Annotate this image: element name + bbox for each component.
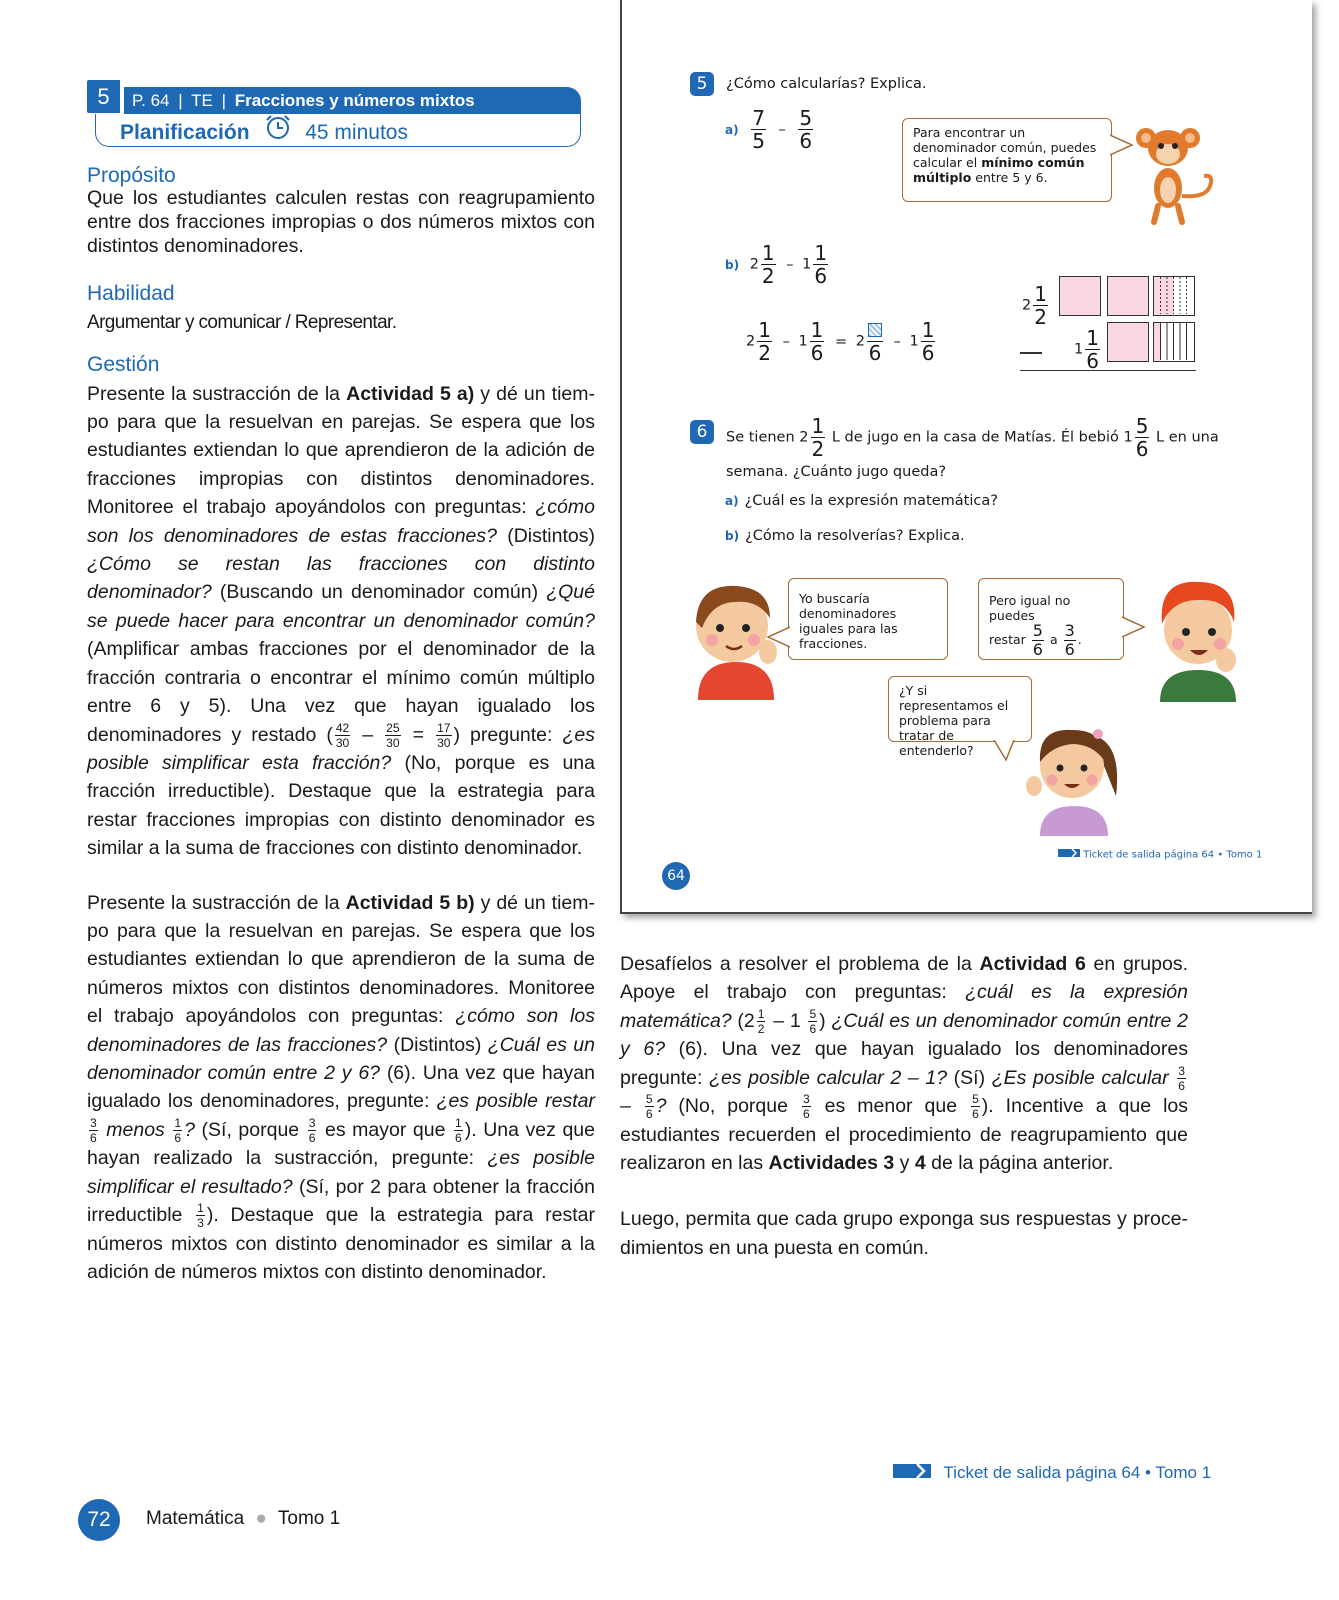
text: ) pregunte:: [453, 723, 563, 746]
activity-6-number: 6: [690, 420, 714, 444]
question: ¿Cuál es un denominador común entre 2 y 6?: [620, 1009, 1188, 1061]
operator: –: [778, 121, 786, 138]
activity-5-number: 5: [690, 72, 714, 96]
activity-6b: [725, 528, 965, 544]
whole: 2: [746, 333, 756, 350]
text: Pero igual no puedes: [989, 593, 1071, 623]
duration: 45 minutos: [305, 121, 408, 145]
whole-box: [1107, 276, 1149, 316]
fraction: $\frac{1}{6}$: [455, 1116, 462, 1146]
bubble-tail: [1122, 615, 1146, 639]
operator: –: [782, 333, 790, 350]
fraction: $\frac{3}{6}$: [802, 1092, 810, 1122]
question: ?: [655, 1095, 667, 1118]
monkey-speech-bubble: [902, 118, 1112, 202]
whole: 2: [749, 256, 759, 273]
whole: 2: [1022, 297, 1032, 314]
item-label: a): [725, 122, 739, 137]
operator: –: [893, 333, 901, 350]
activity-5-title: ¿Cómo calcularías? Explica.: [726, 76, 927, 92]
bubble-tail: [992, 740, 1016, 764]
whole: 1: [1123, 429, 1133, 446]
half-box: [1153, 276, 1195, 316]
fraction: $\frac{1}{2}$: [1034, 282, 1047, 329]
text: Presente la sustracción de la: [87, 891, 346, 914]
text: (2: [731, 1009, 755, 1032]
text: ). Incentive a que los estudiantes recuerden el procedimiento de reagrupamiento que realizaron en las: [620, 1095, 1189, 1174]
item-label: b): [725, 257, 740, 272]
text: semana. ¿Cuánto jugo queda?: [726, 464, 947, 480]
whole-box: [1059, 276, 1101, 316]
purpose-title: Propósito: [87, 164, 176, 187]
text: Desafíelos a resolver el problema de la: [620, 953, 980, 975]
fraction: $\frac{25}{30}$: [386, 720, 400, 750]
fraction: $\frac{1}{6}$: [814, 241, 828, 288]
question: ¿Es posible calcular: [991, 1066, 1176, 1089]
management-title: Gestión: [87, 353, 160, 377]
text: .: [1077, 632, 1082, 647]
question: ¿cómo son los denominadores de las fracciones?: [87, 1005, 595, 1056]
text: (6). Una vez que hayan igualado los denominadores, pregunte:: [87, 1062, 595, 1113]
fraction-blank: 6: [867, 320, 883, 363]
text: (Sí, por 2 para obtener la fracción irreductible: [87, 1175, 595, 1227]
text: L de jugo en la casa de Matías. Él bebió: [827, 429, 1124, 446]
question: ?: [184, 1118, 195, 1141]
question: ¿es posible simplificar el resultado?: [87, 1147, 595, 1198]
minus-sign: [1020, 352, 1042, 354]
question: ¿es posible calcular 2 – 1?: [709, 1066, 948, 1089]
text: (Buscando un denominador común): [211, 581, 547, 604]
ticket-text: Ticket de salida página 64 • Tomo 1: [1083, 849, 1263, 861]
text: de la página anterior.: [925, 1151, 1114, 1174]
fraction: $\frac{7}{5}$: [752, 106, 765, 153]
skill-text: Argumentar y comunicar / Representar.: [87, 311, 397, 333]
fraction: $\frac{1}{2}$: [758, 318, 771, 365]
fraction: $\frac{1}{2}$: [757, 1007, 765, 1037]
question: ¿Cómo la resolverías? Explica.: [745, 528, 965, 544]
clock-icon: [263, 114, 293, 150]
text: (Distintos): [497, 524, 595, 547]
text: =: [402, 723, 435, 746]
text: es mayor que: [318, 1118, 453, 1141]
text: entre 5 y 6.: [975, 170, 1048, 185]
lesson-header: [87, 80, 595, 150]
te-label: TE: [191, 91, 213, 110]
fraction: $\frac{5}{6}$: [1032, 621, 1043, 659]
boy-speech-bubble: Yo buscaría denominadores iguales para las fracciones.: [788, 578, 948, 660]
ticket-icon: [893, 1462, 931, 1485]
diagram-label-top: [1022, 284, 1050, 327]
fraction: $\frac{5}{6}$: [1135, 414, 1149, 461]
teacher-guide-column: [87, 80, 595, 1286]
text: y dé un tiempo para que la resuelvan en parejas. Se espera que los estudiantes extiendan lo que aprendieron de la suma de números mixtos con distintos denominadores. Monitoree el trabajo apoyándolos con preguntas:: [87, 891, 595, 1028]
activity-ref: 4: [914, 1151, 926, 1174]
fraction: $\frac{5}{6}$: [809, 1007, 817, 1037]
redhead-boy-illustration: [1152, 576, 1242, 702]
management-paragraph-1: [87, 380, 595, 863]
diagram-label-bottom: [1074, 328, 1102, 371]
whole: 2: [855, 333, 866, 350]
book-title: Matemática: [146, 1508, 245, 1529]
text: – 1: [767, 1009, 807, 1032]
question: ¿Cómo se restan las fracciones con distinto denominador?: [87, 553, 595, 604]
question: ¿cuál es la expresión matemática?: [620, 981, 1188, 1032]
purpose-text: Que los estudiantes calculen restas con reagrupamiento entre dos fracciones impropias o dos números mixtos con distintos denominadores.: [87, 187, 595, 258]
text: (Distintos): [387, 1033, 488, 1056]
activity-ref: Actividades 3: [768, 1151, 895, 1174]
lesson-title-bar: P. 64 | TE | Fracciones y números mixtos: [124, 87, 581, 114]
management-paragraph-2: [87, 889, 595, 1287]
question: menos: [99, 1118, 172, 1141]
question: ¿cómo son los denominadores de estas fracciones?: [87, 496, 595, 547]
fraction: $\frac{3}{6}$: [90, 1116, 97, 1146]
text: ). Una vez que hayan realizado la sustracción, pregunte:: [87, 1118, 595, 1170]
whole: 1: [798, 333, 808, 350]
fraction: $\frac{1}{6}$: [1086, 326, 1099, 373]
redhead-speech-bubble: [978, 578, 1124, 660]
lesson-title: Fracciones y números mixtos: [234, 91, 475, 110]
question: ¿Cuál es un denominador común entre 2 y 6?: [87, 1033, 596, 1084]
question: –: [620, 1095, 643, 1118]
skill-title: Habilidad: [87, 282, 175, 306]
monkey-illustration: [1136, 118, 1220, 226]
question: ¿es posible restar: [436, 1090, 596, 1113]
planning-label: Planificación: [120, 121, 250, 145]
fraction: $\frac{3}{6}$: [1064, 621, 1075, 659]
activity-6-text: [726, 416, 1246, 485]
book-page-number: 64: [662, 862, 690, 890]
activity-6a: [725, 493, 998, 509]
text: (Sí, porque: [194, 1118, 306, 1141]
footer-ticket: [893, 1462, 1211, 1485]
girl-illustration: [1026, 716, 1122, 836]
question: ¿Cuál es la expresión matemática?: [744, 493, 998, 509]
fraction: $\frac{5}{6}$: [645, 1092, 653, 1122]
text: mínimo común múltiplo: [913, 155, 1085, 185]
activity-5b: [725, 243, 830, 286]
text: Se tienen: [726, 429, 800, 446]
text: a: [1049, 632, 1058, 647]
ticket-icon: [1058, 848, 1080, 861]
text: (No, porque: [666, 1095, 800, 1118]
whole: 1: [1074, 341, 1084, 358]
whole: 2: [799, 429, 809, 446]
text: (Sí): [947, 1066, 992, 1089]
text: ). Destaque que la estrategia para restar números mixtos con distinto denominador es similar a la adición de números mixtos con distinto denominador.: [87, 1204, 595, 1283]
fraction: $\frac{1}{6}$: [921, 318, 935, 365]
item-label: b): [725, 529, 740, 543]
teacher-guide-right-column: [620, 950, 1188, 1262]
fraction: $\frac{17}{30}$: [437, 720, 451, 750]
text: restar: [989, 632, 1026, 647]
operator: –: [786, 256, 794, 273]
text: (Amplificar ambas fracciones por el denominador de la fracción contraria o encontrar el mínimo común múltiplo entre 6 y 5). Una vez que hayan igualado los denominadores y restado (: [87, 638, 595, 746]
text: ): [819, 1009, 832, 1032]
girl-speech-bubble: ¿Y si representamos el problema para tratar de entenderlo?: [888, 676, 1032, 742]
result-line: [1020, 370, 1196, 371]
student-book-page: [620, 0, 1312, 914]
planning-bar: [95, 114, 581, 147]
blank-box[interactable]: [868, 323, 882, 337]
activity-ref: Actividad 5 b): [345, 891, 475, 914]
ticket-text: Ticket de salida página 64 • Tomo 1: [943, 1462, 1212, 1482]
text: y: [894, 1151, 915, 1174]
fraction: $\frac{1}{6}$: [174, 1116, 182, 1146]
fraction: $\frac{3}{6}$: [1178, 1063, 1185, 1093]
text: Presente la sustracción de la: [87, 382, 347, 405]
fraction: $\frac{3}{6}$: [308, 1116, 316, 1146]
whole-box: [1107, 322, 1149, 362]
page-ref: P. 64: [132, 91, 170, 110]
question: ¿es posible simplificar esta fracción?: [87, 723, 595, 774]
fraction: $\frac{5}{6}$: [799, 106, 813, 153]
volume: Tomo 1: [277, 1508, 341, 1529]
page-number: 72: [78, 1499, 120, 1541]
text: –: [352, 723, 384, 746]
whole: 1: [909, 333, 919, 350]
fraction: $\frac{1}{6}$: [810, 318, 824, 365]
whole: 1: [802, 256, 812, 273]
lesson-number: 5: [87, 80, 120, 113]
bullet-icon: ●: [255, 1508, 267, 1529]
activity-5b-equation: [746, 320, 937, 363]
text: y dé un tiempo para que la resuelvan en parejas. Se espera que los estudiantes extiendan lo que aprendieron de la adición de fracciones impropias con distintos denominadores. Monitoree el trabajo apoyándolos con preguntas:: [87, 382, 595, 519]
fraction: $\frac{1}{2}$: [811, 414, 825, 461]
fraction: $\frac{42}{30}$: [335, 720, 350, 750]
bubble-tail: [766, 625, 790, 649]
text: L en una: [1151, 429, 1219, 446]
book-ticket: [1058, 848, 1262, 861]
text: (No, porque es una fracción irreductible). Destaque que la estrategia para restar fracciones impropias con distinto denominador es similar a la suma de fracciones con distinto denominador.: [87, 751, 596, 860]
question: ¿Qué se puede hacer para encontrar un denominador común?: [87, 581, 595, 632]
fraction: $\frac{1}{3}$: [197, 1201, 204, 1231]
footer-book-info: [146, 1508, 340, 1530]
text: (6). Una vez que hayan igualado los denominadores pregunte:: [620, 1038, 1188, 1089]
activity-5a: [725, 108, 815, 151]
text: en grupos. Apoye el trabajo con preguntas:: [620, 953, 1188, 1004]
operator: =: [835, 333, 848, 350]
activity-ref: Actividad 6: [979, 953, 1086, 975]
sixths-box: [1153, 322, 1195, 362]
fraction: $\frac{5}{6}$: [972, 1092, 979, 1122]
item-label: a): [725, 494, 739, 508]
activity-ref: Actividad 5 a): [346, 382, 475, 405]
text: Para encontrar un denominador común, puedes calcular el: [913, 125, 1097, 170]
right-paragraph-2: Luego, permita que cada grupo exponga sus respuestas y procedimientos en una puesta en común.: [620, 1208, 1188, 1259]
text: es menor que: [812, 1095, 970, 1118]
fraction: $\frac{1}{2}$: [761, 241, 775, 288]
